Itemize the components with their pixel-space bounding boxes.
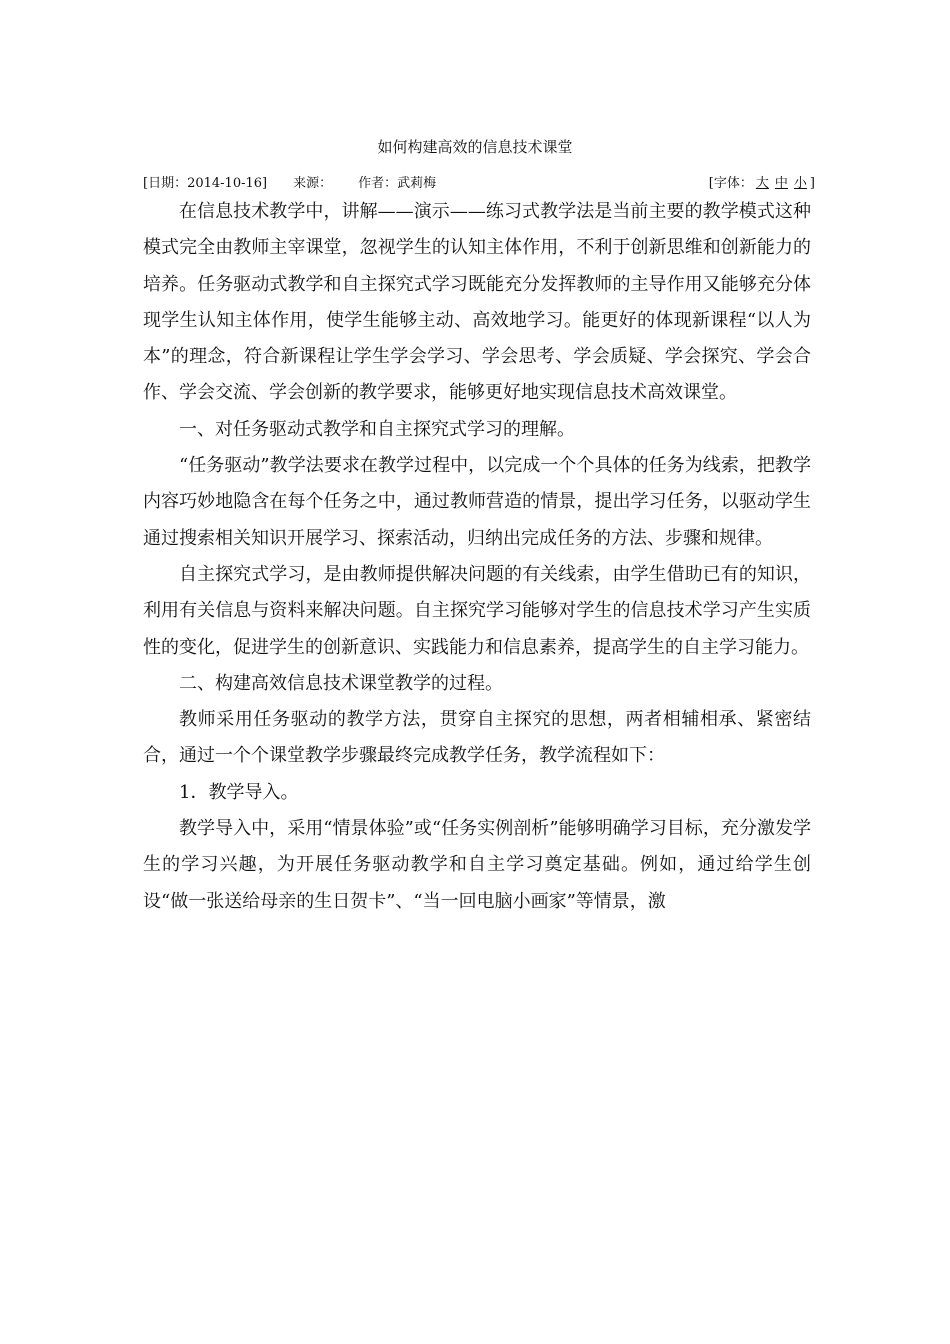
- font-medium-link[interactable]: 中: [774, 176, 788, 191]
- paragraph-task-driven: “任务驱动”教学法要求在教学过程中，以完成一个个具体的任务为线索，把教学内容巧妙地隐含在每个任务之中，通过教师营造的情景，提出学习任务，以驱动学生通过搜索相关知识开展学习、探索活动，归纳出完成任务的方法、步骤和规律。: [143, 455, 811, 549]
- paragraph-heading-1: 一、对任务驱动式教学和自主探究式学习的理解。: [179, 418, 575, 440]
- article-title: 如何构建高效的信息技术课堂: [377, 138, 573, 156]
- font-size-switcher: [709, 175, 815, 193]
- paragraph-subheading-1: 1．教学导入。: [179, 781, 299, 803]
- meta-date: [日期：2014-10-16]: [143, 176, 268, 191]
- font-size-label: [字体：: [708, 176, 753, 191]
- article-meta: [143, 175, 815, 193]
- font-small-link[interactable]: 小: [793, 176, 807, 191]
- paragraph-process: 教师采用任务驱动的教学方法，贯穿自主探究的思想，两者相辅相承、紧密结合，通过一个个课堂教学步骤最终完成教学任务，教学流程如下：: [143, 709, 811, 767]
- font-large-link[interactable]: 大: [755, 176, 769, 191]
- paragraph-intro: 在信息技术教学中，讲解——演示——练习式教学法是当前主要的教学模式这种模式完全由教师主宰课堂，忽视学生的认知主体作用，不利于创新思维和创新能力的培养。任务驱动式教学和自主探究式学习既能充分发挥教师的主导作用又能够充分体现学生认知主体作用，使学生能够主动、高效地学习。能更好的体现新课程“以人为本”的理念，符合新课程让学生学会学习、学会思考、学会质疑、学会探究、学会合作、学会交流、学会创新的教学要求，能够更好地实现信息技术高效课堂。: [143, 201, 811, 404]
- article-body: [143, 194, 811, 920]
- paragraph-intro-teaching: 教学导入中，采用“情景体验”或“任务实例剖析”能够明确学习目标，充分激发学生的学习兴趣，为开展任务驱动教学和自主学习奠定基础。例如，通过给学生创设“做一张送给母亲的生日贺卡”、“当一回电脑小画家”等情景，激: [143, 818, 811, 912]
- meta-info: [143, 175, 440, 193]
- meta-author: 作者：武莉梅: [358, 176, 437, 191]
- paragraph-self-inquiry: 自主探究式学习，是由教师提供解决问题的有关线索，由学生借助已有的知识， 利用有关信息与资料来解决问题。自主探究学习能够对学生的信息技术学习产生实质性的变化，促进学生的创新意识、实践能力和信息素养，提高学生的自主学习能力。: [143, 563, 811, 658]
- paragraph-heading-2: 二、构建高效信息技术课堂教学的过程。: [179, 672, 503, 694]
- font-size-close: ]: [809, 176, 815, 191]
- meta-source: 来源：: [293, 176, 333, 191]
